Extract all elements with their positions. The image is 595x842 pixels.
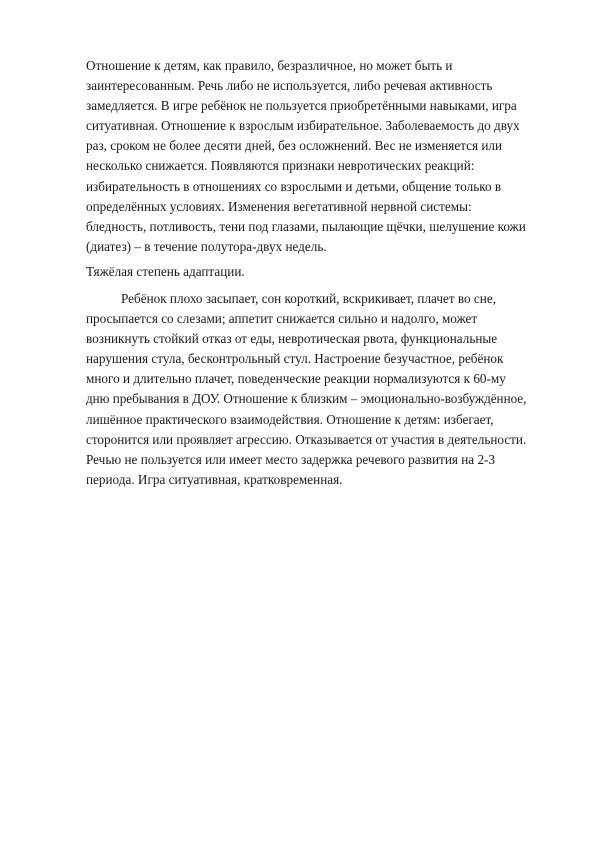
- text-line: замедляется. В игре ребёнок не пользуется приобретёнными навыками, игра: [86, 98, 517, 114]
- text-line: определённых условиях. Изменения вегетативной нервной системы:: [86, 198, 472, 214]
- text-line: нарушения стула, бесконтрольный стул. Настроение безучастное, ребёнок: [86, 351, 504, 367]
- text-line: просыпается со слезами; аппетит снижается сильно и надолго, может: [86, 311, 478, 327]
- text-line: сторонится или проявляет агрессию. Отказывается от участия в деятельности.: [86, 431, 527, 447]
- text-line: ситуативная. Отношение к взрослым избирательное. Заболеваемость до двух: [86, 118, 520, 134]
- text-line: (диатез) – в течение полутора-двух недель.: [86, 238, 327, 254]
- paragraph-severe-adaptation: [86, 289, 526, 490]
- text-line: несколько снижается. Появляются признаки невротических реакций:: [86, 158, 475, 174]
- text-line: заинтересованным. Речь либо не используется, либо речевая активность: [86, 78, 493, 94]
- text-line: Отношение к детям, как правило, безразличное, но может быть и: [86, 58, 453, 73]
- text-line: много и длительно плачет, поведенческие реакции нормализуются к 60-му: [86, 371, 506, 387]
- text-line: дню пребывания в ДОУ. Отношение к близким – эмоционально-возбуждённое,: [86, 391, 527, 407]
- text-line: Ребёнок плохо засыпает, сон короткий, вскрикивает, плачет во сне,: [121, 291, 496, 306]
- text-line: периода. Игра ситуативная, кратковременная.: [86, 471, 343, 487]
- text-line: бледность, потливость, тени под глазами, пылающие щёчки, шелушение кожи: [86, 218, 526, 234]
- section-heading: [86, 262, 526, 282]
- text-line: Речью не пользуется или имеет место задержка речевого развития на 2-3: [86, 451, 496, 467]
- heading-text: Тяжёлая степень адаптации.: [86, 264, 245, 279]
- text-line: раз, сроком не более десяти дней, без осложнений. Вес не изменяется или: [86, 138, 503, 154]
- paragraph-mild-adaptation: [86, 56, 526, 257]
- text-line: лишённое практического взаимодействия. Отношение к детям: избегает,: [86, 411, 494, 427]
- text-line: избирательность в отношениях со взрослыми и детьми, общение только в: [86, 178, 502, 194]
- text-line: возникнуть стойкий отказ от еды, невротическая рвота, функциональные: [86, 331, 498, 347]
